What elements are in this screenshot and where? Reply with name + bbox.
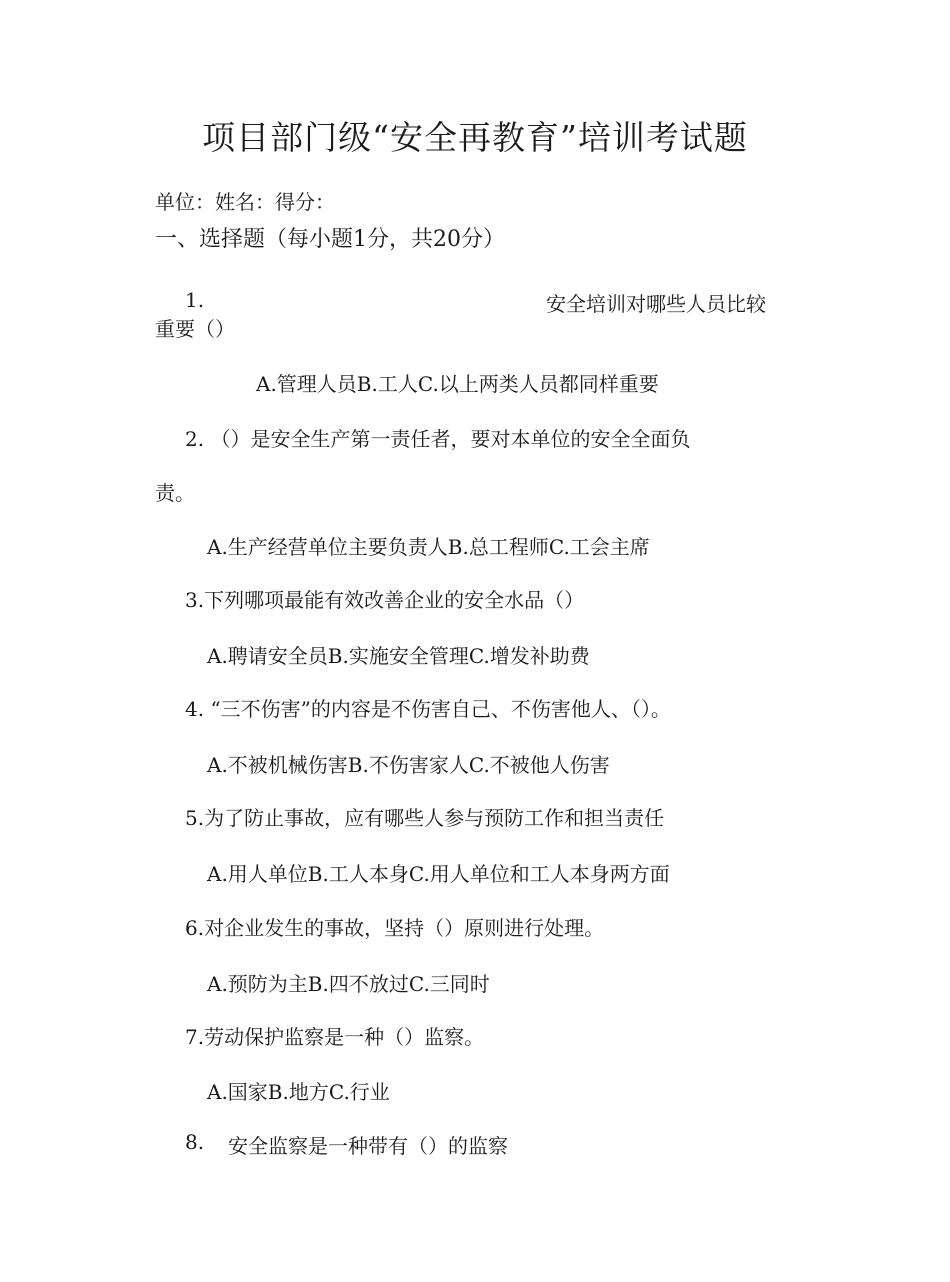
question-1-number: 1.: [185, 288, 205, 312]
candidate-info-line: 单位：姓名：得分：: [155, 190, 335, 214]
question-8-number: 8.: [185, 1130, 205, 1154]
question-1-text: 安全培训对哪些人员比较: [546, 292, 766, 316]
question-6-text: 6.对企业发生的事故，坚持（）原则进行处理。: [185, 916, 605, 940]
question-1-options: A.管理人员B.工人C.以上两类人员都同样重要: [256, 372, 659, 396]
section-heading: 一、选择题（每小题1分，共20分）: [155, 227, 505, 252]
question-5-options: A.用人单位B.工人本身C.用人单位和工人本身两方面: [207, 862, 670, 886]
question-5-text: 5.为了防止事故，应有哪些人参与预防工作和担当责任: [185, 806, 665, 830]
question-3-options: A.聘请安全员B.实施安全管理C.增发补助费: [207, 644, 590, 668]
question-8-text: 安全监察是一种带有（）的监察: [228, 1134, 508, 1158]
question-4-options: A.不被机械伤害B.不伤害家人C.不被他人伤害: [207, 753, 610, 777]
question-2-text: 2. （）是安全生产第一责任者，要对本单位的安全全面负: [185, 427, 691, 451]
question-7-text: 7.劳动保护监察是一种（）监察。: [185, 1025, 485, 1049]
question-6-options: A.预防为主B.四不放过C.三同时: [207, 972, 490, 996]
question-4-text: 4. “三不伤害”的内容是不伤害自己、不伤害他人、（）。: [185, 697, 671, 721]
question-3-text: 3.下列哪项最能有效改善企业的安全水品（）: [185, 588, 585, 612]
question-1-text-continued: 重要（）: [155, 317, 235, 341]
question-2-options: A.生产经营单位主要负责人B.总工程师C.工会主席: [207, 535, 650, 559]
page-title: 项目部门级“安全再教育”培训考试题: [202, 118, 748, 157]
question-2-text-continued: 责。: [155, 481, 195, 505]
question-7-options: A.国家B.地方C.行业: [207, 1080, 390, 1104]
